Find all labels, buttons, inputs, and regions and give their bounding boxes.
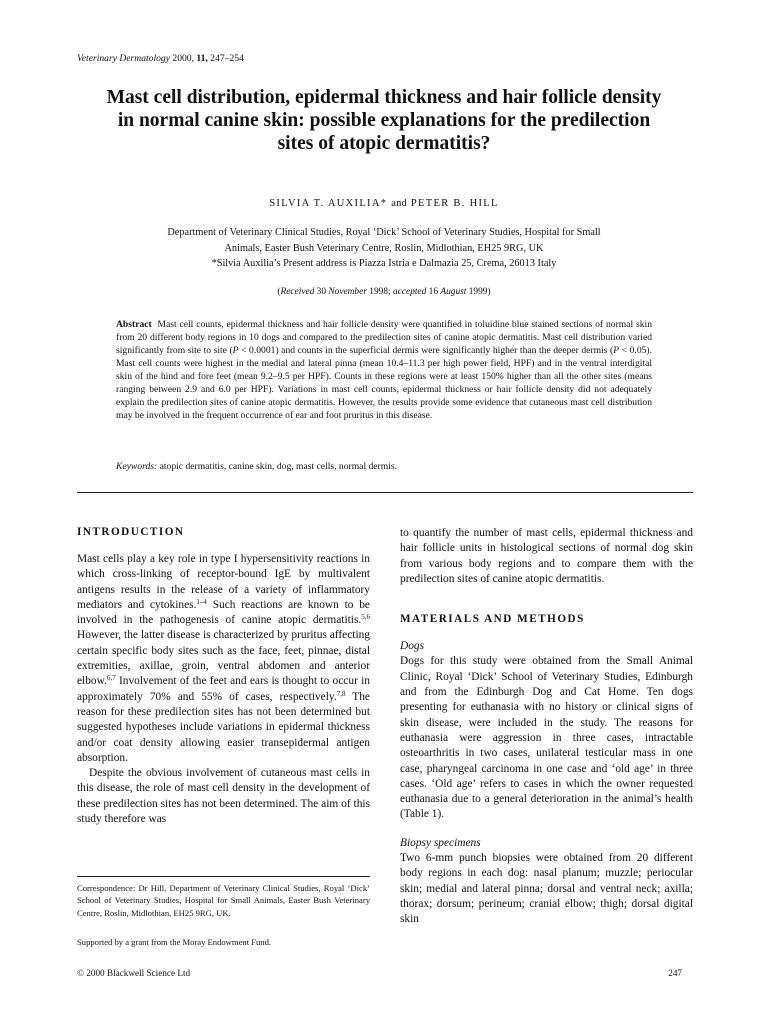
author-list [100,198,668,209]
introduction-paragraph: Despite the obvious involvement of cutaneous mast cells in this disease, the role of mast cell density in the development of these predilection sites has not been determined. The aim of this study therefore was [77,767,370,826]
abstract-label: Abstract [116,319,152,330]
biopsy-paragraph: Two 6-mm punch biopsies were obtained from 20 different body regions in each dog: nasal planum; muzzle; periocular skin; medial and lateral pinna; dorsal and ventral neck; axilla; thorax; dorsum; perineum; cranial elbow; thigh; dorsal digital skin [400,852,693,926]
page-number: 247 [668,968,682,978]
journal-pages: 247–254 [210,53,244,64]
intro-text: However, the latter disease is characterized by pruritus affecting certain specific body sites such as the face, feet, pinnae, distal extremities, axillae, groin, ventral abdomen and anterior elbow. [77,629,370,688]
author-first: SILVIA T. AUXILIA* [269,198,388,209]
biopsy-subheading: Biopsy specimens [400,836,481,849]
journal-volume: 11, [196,53,208,64]
accepted-day: 16 [428,287,438,297]
keywords-label: Keywords: [116,461,158,472]
intro-text: Involvement of the feet and ears is thought to occur in approximately 70% and 55% of cases, respectively. [77,675,370,703]
affiliation-line: *Silvia Auxilia’s Present address is Piazza Istria e Dalmazia 25, Crema, 26013 Italy [211,258,557,269]
affiliation-block [100,225,668,272]
running-header [77,53,244,64]
accepted-month: August [440,287,467,297]
right-column [400,526,693,928]
abstract [116,318,652,422]
received-month: November [328,287,367,297]
accepted-year: 1999 [468,287,488,297]
received-label: Received [280,287,315,297]
p-value-symbol: P [232,345,239,356]
footnote-divider [77,876,370,877]
intro-text: Mast cells play a key role in type I hypersensitivity reactions in which cross-linking of receptor-bound IgE by multivalent antigens results in the release of a variety of inflammatory mediators and cytokines. [77,553,370,611]
intro-text: Such reactions are known to be involved in the pathogenesis of canine atopic dermatitis. [77,598,370,627]
funding-footnote: Supported by a grant from the Moray Endowment Fund. [77,937,272,947]
introduction-continued: to quantify the number of mast cells, epidermal thickness and hair follicle units in histological sections of normal dog skin from various body regions and to compare them with the predilection sites of canine atopic dermatitis. [400,527,693,585]
keywords-text: atopic dermatitis, canine skin, dog, mast cells, normal dermis. [159,461,398,472]
left-column [77,526,370,827]
received-dates: (Received 30 November 1998; accepted 16 August 1999) [277,287,491,297]
reference-marker: 6,7 [106,674,116,683]
abstract-text: Mast cell counts, epidermal thickness and hair follicle density were quantified in toluidine blue stained sections of normal skin from 20 different body regions in 10 dogs and compared to the predilection sites of canine atopic dermatitis. Mast cell distribution varied significantly from site to site ( [116,319,653,356]
received-day: 30 [316,287,327,297]
journal-year: 2000, [172,53,194,64]
reference-marker: 7,8 [336,689,346,698]
correspondence-footnote: Correspondence: Dr Hill, Department of Veterinary Clinical Studies, Royal ‘Dick’ School of Veterinary Studies, Hospital for Small Animals, Easter Bush Veterinary Centre, Roslin, Midlothian, EH25 9RG, UK. [77,883,370,918]
p-value-symbol: P [613,345,620,356]
keywords [116,461,652,472]
reference-marker: 1–4 [196,597,207,606]
journal-name: Veterinary Dermatology [77,53,170,64]
dogs-subheading: Dogs [400,640,425,653]
introduction-paragraph [77,552,370,766]
introduction-body [77,552,370,827]
section-divider [77,492,693,493]
dogs-paragraph: Dogs for this study were obtained from the Small Animal Clinic, Royal ‘Dick’ School of Veterinary Studies, Edinburgh and from the Edinburgh Dog and Cat Home. Ten dogs presenting for euthanasia with no history or clinical signs of skin disease, were included in the study. The reasons for euthanasia were aggression in three cases, intractable osteoarthritis in two cases, unilateral testicular mass in one case, pharyngeal carcinoma in one case and ‘old age’ in three cases. ‘Old age’ refers to cases in which the owner requested euthanasia due to a general deterioration in the animal’s health (Table 1). [400,655,693,821]
reference-marker: 5,6 [361,613,370,622]
author-conjunction: and [391,198,407,209]
abstract-text: < 0.0001) and counts in the superficial dermis were significantly higher than the deeper dermis ( [238,345,614,356]
paper-title: Mast cell distribution, epidermal thickness and hair follicle density in normal canine skin: possible explanations for the predilection sites of atopic dermatitis? [106,87,662,154]
copyright-notice: © 2000 Blackwell Science Ltd [77,968,191,978]
accepted-label: accepted [392,287,427,297]
introduction-heading: INTRODUCTION [77,526,185,538]
author-second: PETER B. HILL [410,198,499,209]
affiliation-line: Department of Veterinary Clinical Studies, Royal ‘Dick’ School of Veterinary Studies, Hospital for Small [167,227,601,238]
affiliation-line: Animals, Easter Bush Veterinary Centre, Roslin, Midlothian, EH25 9RG, UK [224,242,544,254]
methods-heading: MATERIALS AND METHODS [400,613,585,626]
intro-text: The reason for these predilection sites has not been determined but suggested hypotheses include variations in epidermal thickness and/or coat density allowing easier transepidermal antigen absorption. [77,690,370,764]
received-year: 1998; [369,287,391,297]
abstract-text: < 0.05). Mast cell counts were highest in the medial and lateral pinna (mean 10.4–11.3 per high power field, HPF) and in the ventral interdigital skin of the hind and fore feet (mean 9.2–9.5 per HPF). Counts in these regions were at least 150% higher than all the other sites (means ranging between 2.9 and 6.0 per HPF). Variations in mast cell counts, epidermal thickness or hair follicle density did not adequately explain the predilection sites of canine atopic dermatitis. However, the results provide some evidence that cutaneous mast cell distribution may be involved in the frequent occurrence of ear and foot pruritus in this disease. [116,345,653,421]
